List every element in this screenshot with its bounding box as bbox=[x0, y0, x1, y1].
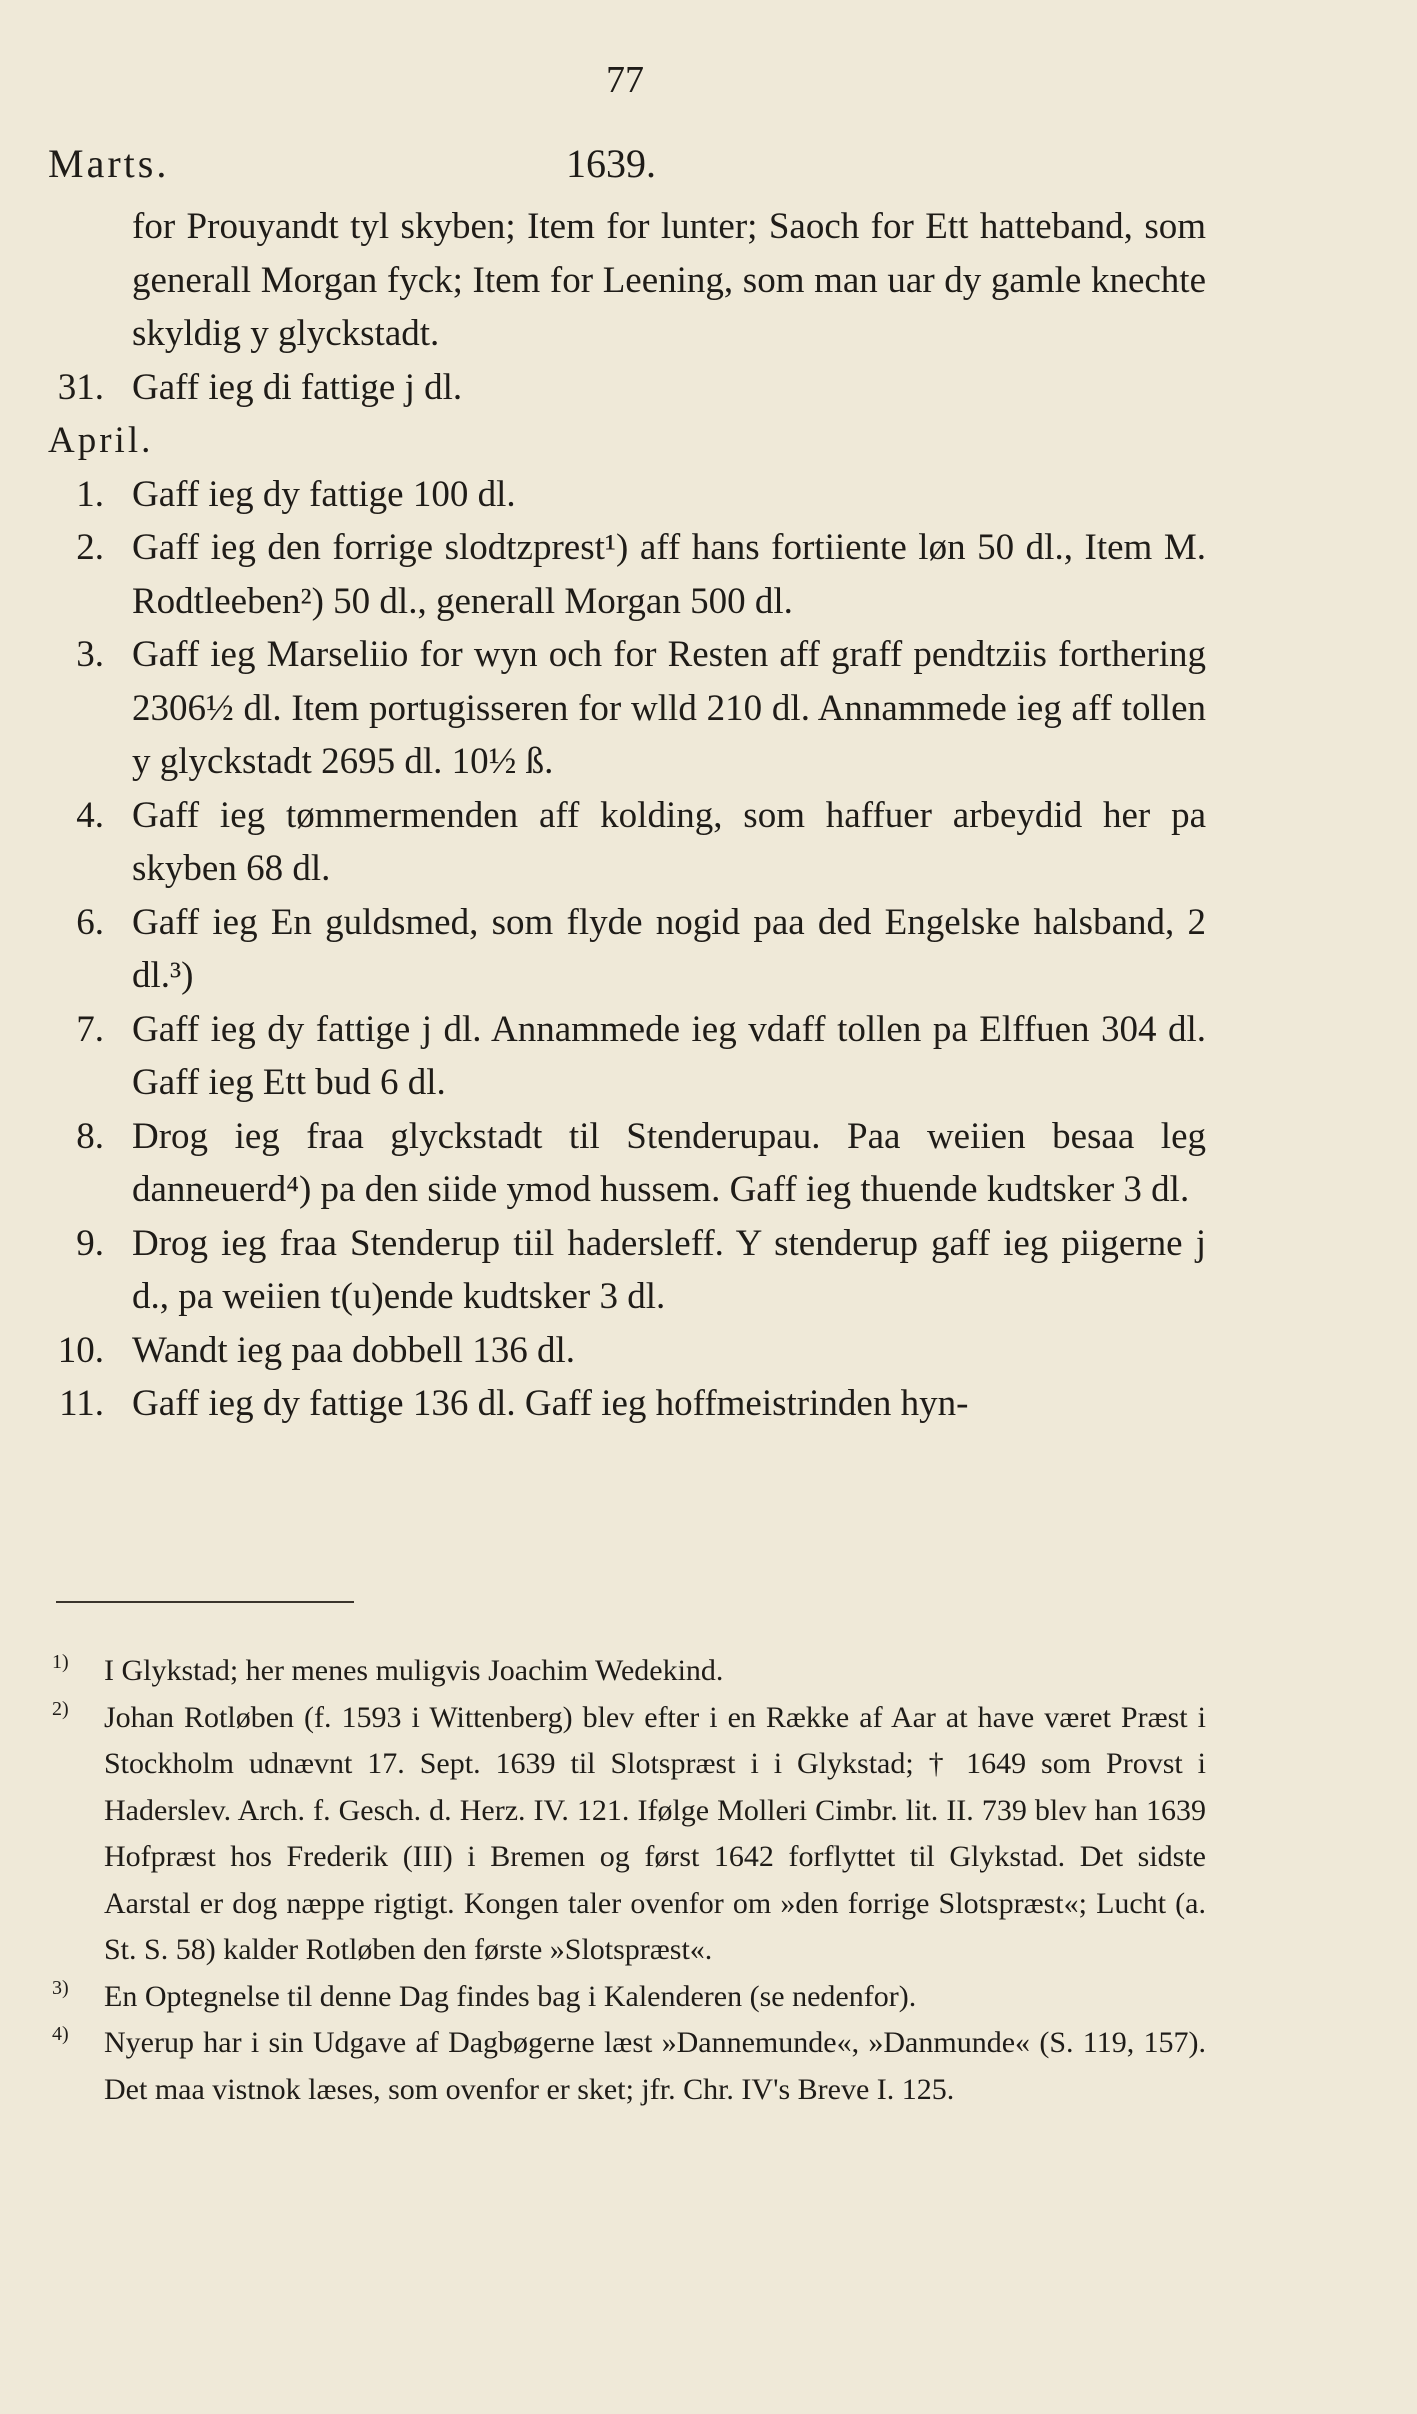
entry-day: 1. bbox=[76, 473, 104, 515]
entry-text: Gaff ieg tømmermenden aff kolding, som haffuer arbeydid her pa skyben 68 dl. bbox=[132, 794, 1206, 889]
footnote bbox=[52, 1695, 1206, 1974]
entry-day: 2. bbox=[76, 527, 104, 568]
footnote-text: Nyerup har i sin Udgave af Dagbøgerne læst »Dannemunde«, »Danmunde« (S. 119, 157). Det maa vistnok læses, som ovenfor er sket; jfr. Chr. IV's Breve I. 125. bbox=[104, 2026, 1206, 2106]
diary-entry bbox=[48, 1003, 1206, 1110]
month-heading: April. bbox=[48, 420, 154, 461]
entry-day: 4. bbox=[76, 794, 104, 836]
entry-day: 7. bbox=[76, 1008, 104, 1050]
entry-day: 10. bbox=[57, 1329, 104, 1371]
footnote bbox=[52, 2020, 1206, 2113]
diary-entry bbox=[48, 628, 1206, 789]
footnote bbox=[52, 1974, 1206, 2021]
entry-day: 9. bbox=[76, 1222, 104, 1264]
footnote bbox=[52, 1648, 1206, 1695]
continuation-paragraph: for Prouyandt tyl skyben; Item for lunter; Saoch for Ett hatteband, som generall Morgan fyck; Item for Leening, som man uar dy gamle knechte skyldig y glyckstadt. bbox=[132, 206, 1206, 354]
footnote-separator bbox=[56, 1601, 354, 1603]
running-header bbox=[48, 140, 1248, 190]
footnote-text: Johan Rotløben (f. 1593 i Wittenberg) blev efter i en Række af Aar at have været Præst i Stockholm udnævnt 17. Sept. 1639 til Slotspræst i i Glykstad; † 1649 som Provst i Haderslev. Arch. f. Gesch. d. Herz. IV. 121. Ifølge Molleri Cimbr. lit. II. 739 blev han 1639 Hofpræst hos Frederik (III) i Bremen og først 1642 forflyttet til Glykstad. Det sidste Aarstal er dog næppe rigtigt. Kongen taler ovenfor om »den forrige Slotspræst«; Lucht (a. St. S. 58) kalder Rotløben den første »Slotspræst«. bbox=[104, 1700, 1206, 1966]
page-number: 77 bbox=[606, 59, 644, 101]
entry-text: Drog ieg fraa Stenderup tiil hadersleff. Y stenderup gaff ieg piigerne j d., pa weiien t(u)ende kudtsker 3 dl. bbox=[132, 1222, 1206, 1317]
footnote-mark: 4) bbox=[52, 2023, 69, 2045]
diary-entry bbox=[48, 521, 1206, 628]
entry-text: Gaff ieg Marseliio for wyn och for Resten aff graff pendtziis forthering 2306½ dl. Item portugisseren for wlld 210 dl. Annammede ieg aff tollen y glyckstadt 2695 dl. 10½ ß. bbox=[132, 634, 1206, 782]
entry-day: 11. bbox=[59, 1383, 104, 1424]
entry-text: Gaff ieg En guldsmed, som flyde nogid paa ded Engelske halsband, 2 dl.³) bbox=[132, 901, 1206, 996]
diary-entry bbox=[48, 1377, 1206, 1431]
diary-text bbox=[48, 200, 1206, 1431]
entry-text: Gaff ieg dy fattige 136 dl. Gaff ieg hoffmeistrinden hyn- bbox=[132, 1383, 969, 1424]
diary-entry bbox=[48, 1324, 1206, 1378]
entry-day: 6. bbox=[76, 901, 104, 943]
entry-text: Drog ieg fraa glyckstadt til Stenderupau. Paa weiien besaa leg danneuerd⁴) pa den siide ymod hussem. Gaff ieg thuende kudtsker 3 dl. bbox=[132, 1115, 1206, 1210]
entry-day: 3. bbox=[76, 634, 104, 675]
entry-day: 8. bbox=[76, 1115, 104, 1157]
footnote-mark: 3) bbox=[52, 1976, 69, 1999]
entry-text: Gaff ieg dy fattige j dl. Annammede ieg vdaff tollen pa Elffuen 304 dl. Gaff ieg Ett bud 6 dl. bbox=[132, 1008, 1206, 1103]
footnote-mark: 1) bbox=[52, 1651, 69, 1673]
header-month: Marts. bbox=[48, 141, 170, 186]
entry-text: Wandt ieg paa dobbell 136 dl. bbox=[132, 1329, 575, 1371]
diary-entry bbox=[48, 361, 1206, 415]
footnotes bbox=[52, 1648, 1206, 2113]
entry-text: Gaff ieg di fattige j dl. bbox=[132, 366, 463, 408]
diary-entry bbox=[48, 1110, 1206, 1217]
header-year: 1639. bbox=[566, 141, 656, 186]
entry-text: Gaff ieg den forrige slodtzprest¹) aff hans fortiiente løn 50 dl., Item M. Rodtleeben²) 50 dl., generall Morgan 500 dl. bbox=[132, 527, 1206, 622]
footnote-text: I Glykstad; her menes muligvis Joachim Wedekind. bbox=[104, 1654, 724, 1687]
diary-entry bbox=[48, 468, 1206, 522]
footnote-mark: 2) bbox=[52, 1697, 69, 1720]
footnote-text: En Optegnelse til denne Dag findes bag i Kalenderen (se nedenfor). bbox=[104, 1979, 917, 2013]
diary-entry bbox=[48, 1217, 1206, 1324]
diary-entry bbox=[48, 896, 1206, 1003]
diary-entry bbox=[48, 789, 1206, 896]
entry-day: 31. bbox=[57, 366, 104, 408]
entry-text: Gaff ieg dy fattige 100 dl. bbox=[132, 473, 516, 515]
